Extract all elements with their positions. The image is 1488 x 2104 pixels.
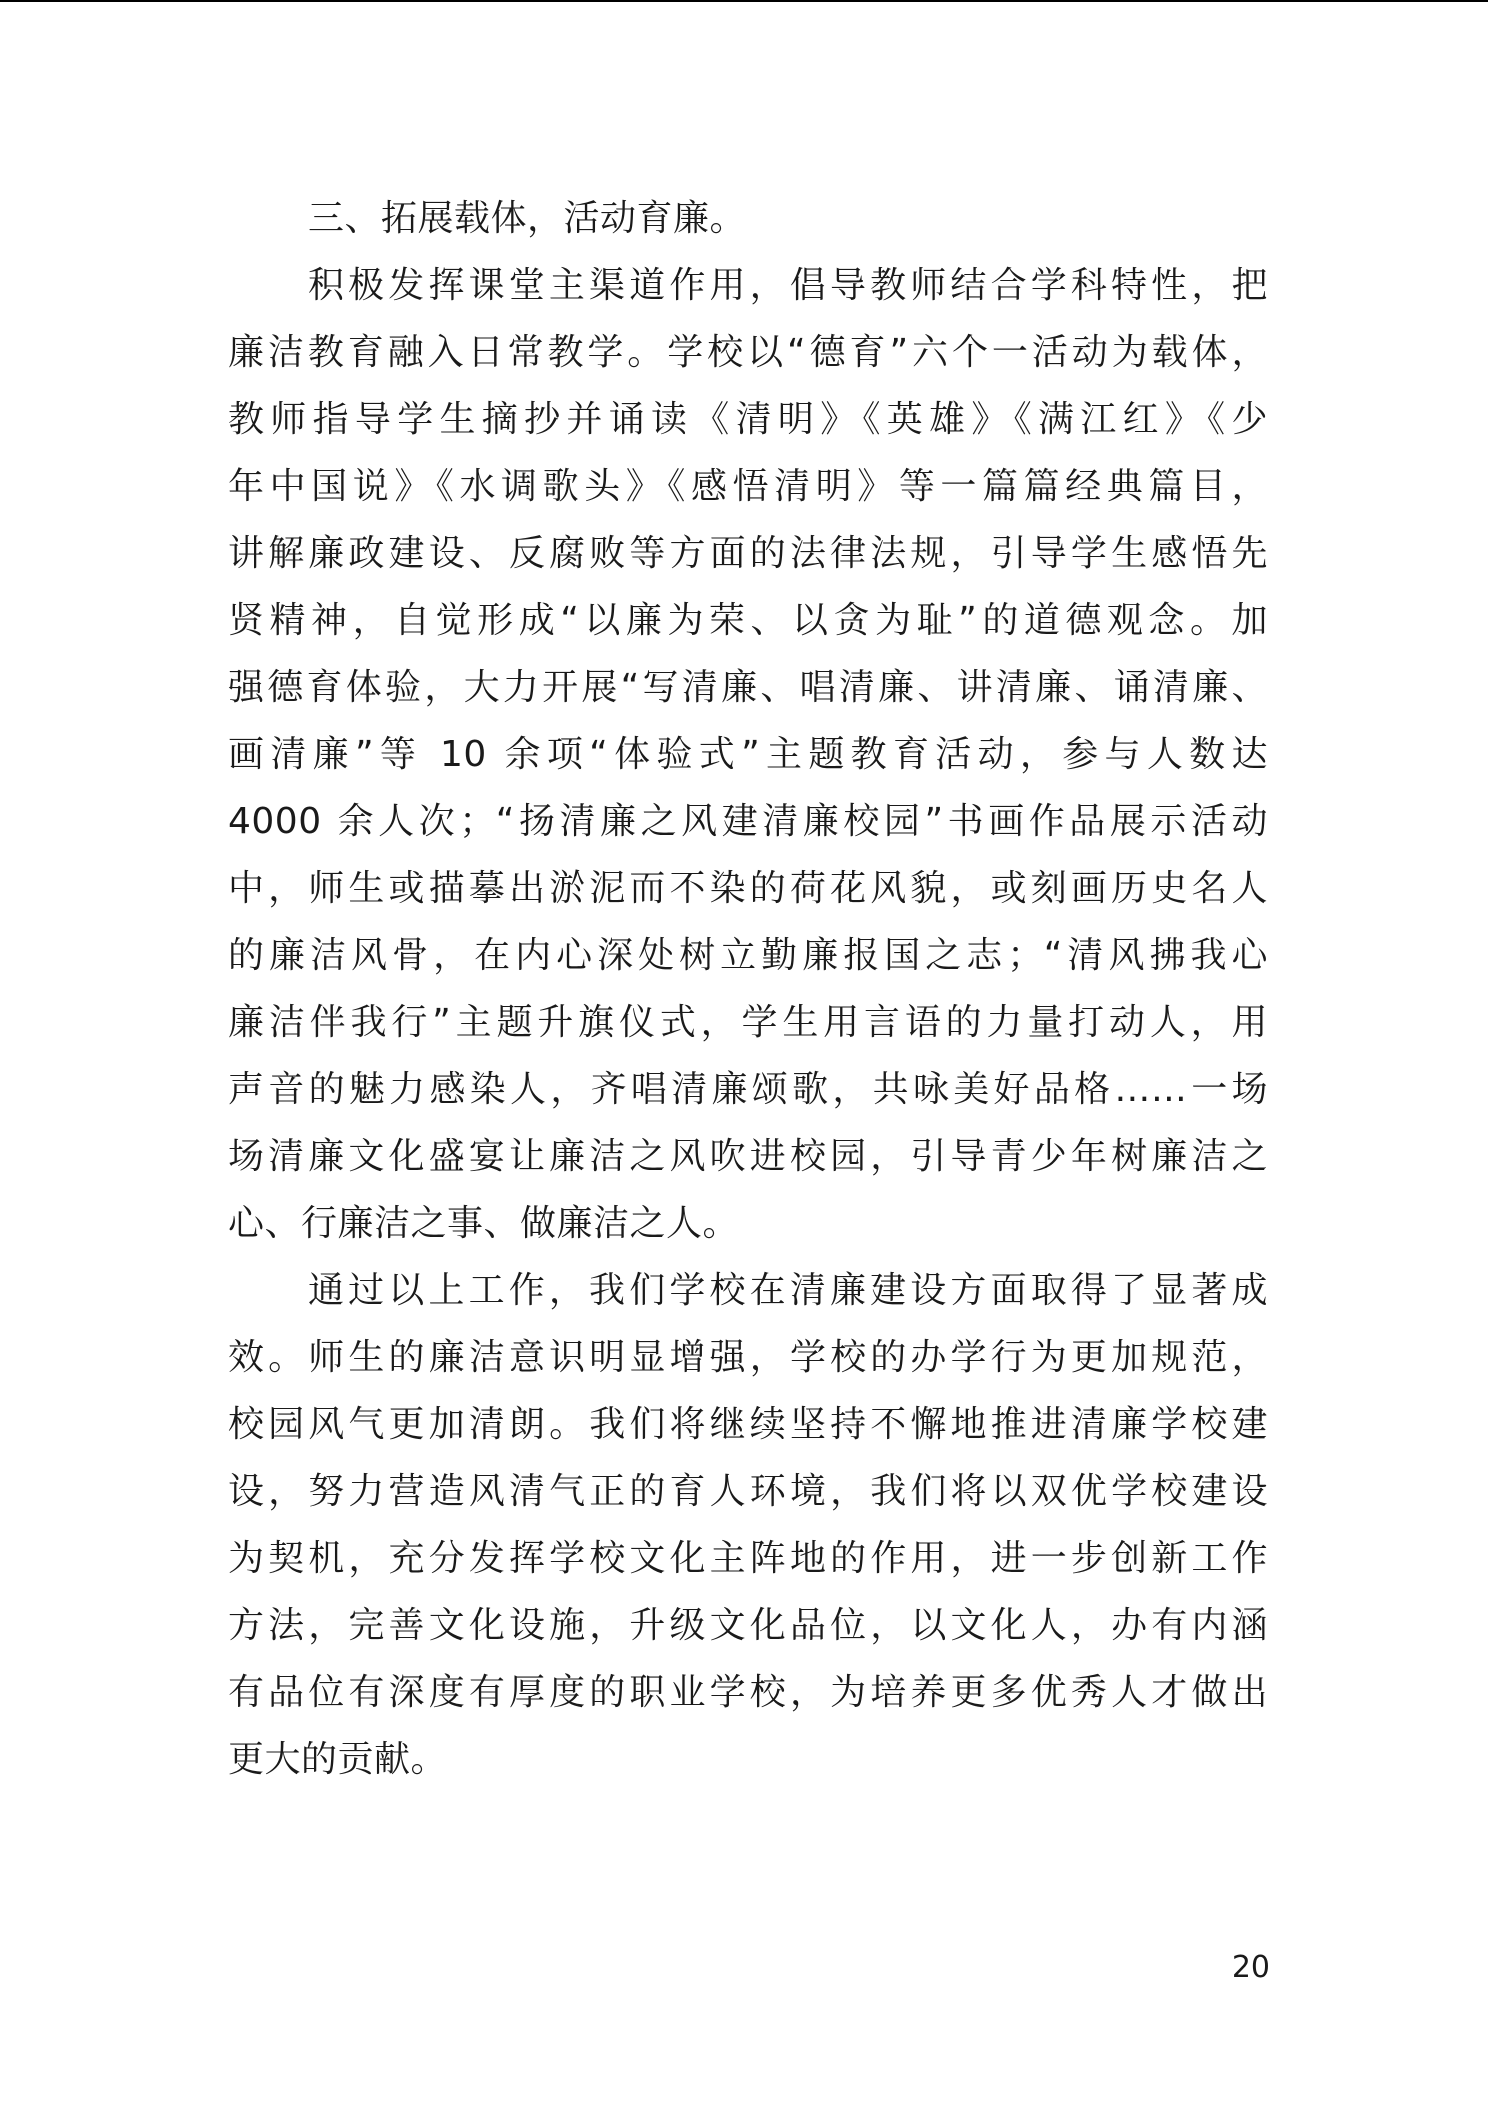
paragraph-1-line-3: 教师指导学生摘抄并诵读《清明》《英雄》《满江红》《少 <box>228 399 1268 440</box>
paragraph-1-line-5: 讲解廉政建设、反腐败等方面的法律法规，引导学生感悟先 <box>228 533 1268 574</box>
paragraph-1-line-8: 画清廉”等 10 余项“体验式”主题教育活动，参与人数达 <box>228 734 1268 775</box>
paragraph-2-line-1: 通过以上工作，我们学校在清廉建设方面取得了显著成 <box>308 1270 1268 1311</box>
paragraph-1-line-13: 声音的魅力感染人，齐唱清廉颂歌，共咏美好品格……一场 <box>228 1069 1268 1110</box>
paragraph-2-line-8: 更大的贡献。 <box>228 1739 448 1780</box>
paragraph-1-line-15: 心、行廉洁之事、做廉洁之人。 <box>228 1203 740 1244</box>
paragraph-1-line-11: 的廉洁风骨，在内心深处树立勤廉报国之志；“清风拂我心 <box>228 935 1268 976</box>
paragraph-1-line-14: 场清廉文化盛宴让廉洁之风吹进校园，引导青少年树廉洁之 <box>228 1136 1268 1177</box>
paragraph-1-line-1: 积极发挥课堂主渠道作用，倡导教师结合学科特性，把 <box>308 265 1268 306</box>
paragraph-2-line-5: 为契机，充分发挥学校文化主阵地的作用，进一步创新工作 <box>228 1538 1268 1579</box>
paragraph-1-line-2: 廉洁教育融入日常教学。学校以“德育”六个一活动为载体， <box>228 332 1268 373</box>
paragraph-1-line-4: 年中国说》《水调歌头》《感悟清明》等一篇篇经典篇目， <box>228 466 1268 507</box>
paragraph-1-line-6: 贤精神，自觉形成“以廉为荣、以贪为耻”的道德观念。加 <box>228 600 1268 641</box>
paragraph-1-line-12: 廉洁伴我行”主题升旗仪式，学生用言语的力量打动人，用 <box>228 1002 1268 1043</box>
paragraph-2-line-4: 设，努力营造风清气正的育人环境，我们将以双优学校建设 <box>228 1471 1268 1512</box>
paragraph-1-line-10: 中，师生或描摹出淤泥而不染的荷花风貌，或刻画历史名人 <box>228 868 1268 909</box>
paragraph-1-line-7: 强德育体验，大力开展“写清廉、唱清廉、讲清廉、诵清廉、 <box>228 667 1268 708</box>
paragraph-2-line-6: 方法，完善文化设施，升级文化品位，以文化人，办有内涵 <box>228 1605 1268 1646</box>
paragraph-2-line-3: 校园风气更加清朗。我们将继续坚持不懈地推进清廉学校建 <box>228 1404 1268 1445</box>
paragraph-1-line-9: 4000 余人次；“扬清廉之风建清廉校园”书画作品展示活动 <box>228 801 1268 842</box>
paragraph-2-line-7: 有品位有深度有厚度的职业学校，为培养更多优秀人才做出 <box>228 1672 1268 1713</box>
section-heading: 三、拓展载体，活动育廉。 <box>308 198 747 239</box>
page-top-border <box>0 0 1488 2</box>
paragraph-2-line-2: 效。师生的廉洁意识明显增强，学校的办学行为更加规范， <box>228 1337 1268 1378</box>
page-number: 20 <box>1231 1950 1270 1985</box>
